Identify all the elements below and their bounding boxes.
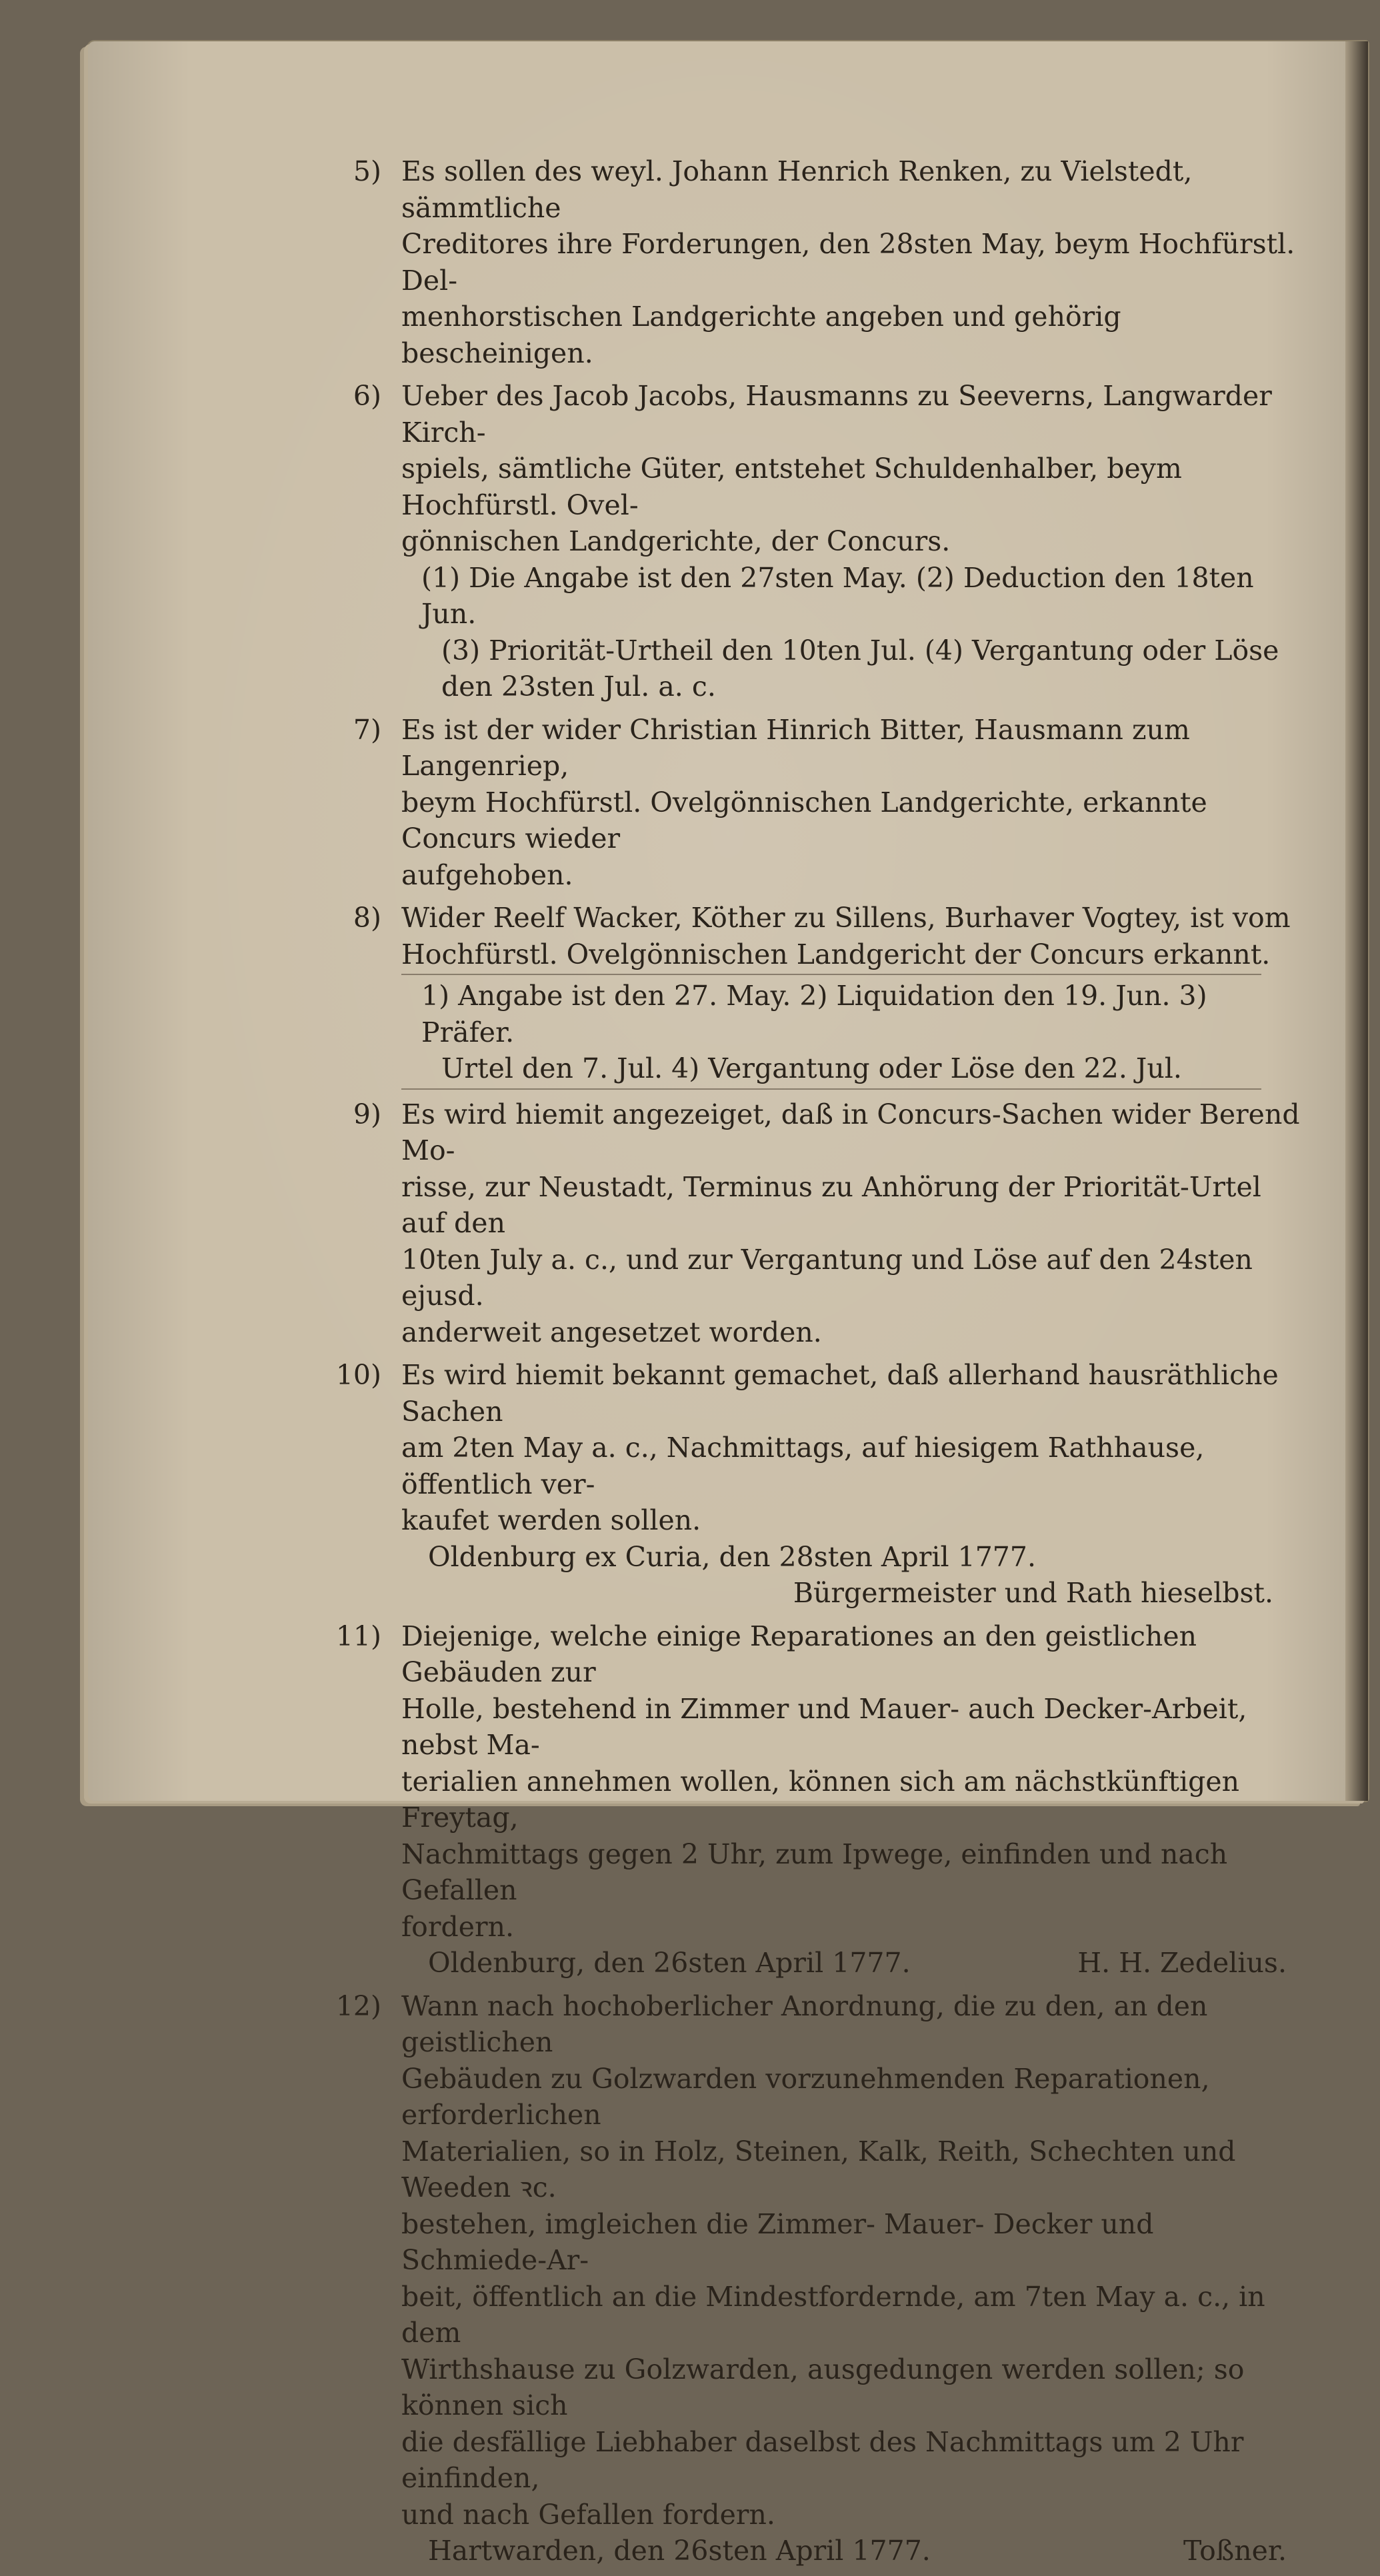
place-date: Oldenburg ex Curia, den 28sten April 1777. [428, 1540, 1037, 1573]
text-line: Ueber des Jacob Jacobs, Hausmanns zu Seeverns, Langwarder Kirch- [401, 380, 1272, 449]
text-line: anderweit angesetzet worden. [401, 1316, 822, 1348]
divider [401, 974, 1261, 975]
text-line: Es wird hiemit angezeiget, daß in Concurs-Sachen wider Berend Mo- [401, 1098, 1300, 1166]
entry-number: 6) [353, 380, 381, 412]
text-line: Es sollen des weyl. Johann Henrich Renken, zu Vielstedt, sämmtliche [401, 155, 1193, 224]
text-line: 10ten July a. c., und zur Vergantung und Löse auf den 24sten ejusd. [401, 1243, 1253, 1312]
date-line: Urtel den 7. Jul. 4) Vergantung oder Löse den 22. Jul. [441, 1052, 1182, 1084]
signature: H. H. Zedelius. [1077, 1947, 1287, 1979]
page-gutter [1345, 41, 1368, 1801]
place-signature-line [401, 1945, 1300, 1981]
text-line: menhorstischen Landgerichte angeben und gehörig bescheinigen. [401, 301, 1121, 369]
text-line: bestehen, imgleichen die Zimmer- Mauer- Decker und Schmiede-Ar- [401, 2207, 1154, 2276]
notice-text [335, 153, 1300, 2576]
entry-number: 10) [335, 1359, 381, 1391]
text-line: Wann nach hochoberlicher Anordnung, die zu den, an den geistlichen [401, 1989, 1208, 2058]
entry-11 [335, 1618, 1300, 1981]
entry-number: 11) [335, 1620, 381, 1652]
text-line: Es ist der wider Christian Hinrich Bitter, Hausmann zum Langenriep, [401, 713, 1190, 782]
entry-number: 8) [353, 902, 381, 934]
entry-10 [335, 1357, 1300, 1612]
text-line: aufgehoben. [401, 858, 573, 891]
entry-12 [335, 1988, 1300, 2569]
text-line: spiels, sämtliche Güter, entstehet Schuldenhalber, beym Hochfürstl. Ovel- [401, 453, 1182, 521]
text-line: terialien annehmen wollen, können sich am nächstkünftigen Freytag, [401, 1765, 1240, 1834]
text-line: Wider Reelf Wacker, Köther zu Sillens, Burhaver Vogtey, ist vom [401, 902, 1291, 934]
entry-9 [353, 1096, 1300, 1351]
entry-8 [353, 900, 1300, 1090]
text-line: Nachmittags gegen 2 Uhr, zum Ipwege, einfinden und nach Gefallen [401, 1838, 1228, 1906]
entry-number: 7) [353, 713, 381, 746]
text-line: risse, zur Neustadt, Terminus zu Anhörung der Priorität-Urtel auf den [401, 1170, 1261, 1239]
text-line: am 2ten May a. c., Nachmittags, auf hiesigem Rathhause, öffentlich ver- [401, 1432, 1205, 1500]
signature: Toßner. [1183, 2535, 1287, 2567]
text-line: und nach Gefallen fordern. [401, 2498, 775, 2531]
place-signature-line [401, 2533, 1300, 2569]
text-line: beym Hochfürstl. Ovelgönnischen Landgerichte, erkannte Concurs wieder [401, 786, 1207, 854]
signature: Bürgermeister und Rath hieselbst. [793, 1577, 1273, 1609]
text-line: beit, öffentlich an die Mindestfordernde, am 7ten May a. c., in dem [401, 2280, 1265, 2349]
entry-number: 5) [353, 155, 381, 187]
text-line: die desfällige Liebhaber daselbst des Nachmittags um 2 Uhr einfinden, [401, 2425, 1244, 2494]
entry-6 [353, 378, 1300, 705]
text-line: Diejenige, welche einige Reparationes an den geistlichen Gebäuden zur [401, 1620, 1197, 1688]
entry-number: 12) [335, 1989, 381, 2022]
date-line: den 23sten Jul. a. c. [441, 670, 716, 702]
text-line: kaufet werden sollen. [401, 1504, 701, 1536]
date-line: (1) Die Angabe ist den 27sten May. (2) Deduction den 18ten Jun. [421, 561, 1254, 630]
text-line: Hochfürstl. Ovelgönnischen Landgericht der Concurs erkannt. [401, 938, 1271, 970]
text-line: Materialien, so in Holz, Steinen, Kalk, Reith, Schechten und Weeden ꝛc. [401, 2135, 1236, 2203]
text-line: Creditores ihre Forderungen, den 28sten May, beym Hochfürstl. Del- [401, 228, 1295, 297]
date-line: (3) Priorität-Urtheil den 10ten Jul. (4) Vergantung oder Löse [441, 634, 1279, 666]
text-line: Holle, bestehend in Zimmer und Mauer- auch Decker-Arbeit, nebst Ma- [401, 1692, 1247, 1761]
entry-5 [353, 153, 1300, 371]
text-line: gönnischen Landgerichte, der Concurs. [401, 525, 951, 557]
text-line: Es wird hiemit bekannt gemachet, daß allerhand hausräthliche Sachen [401, 1359, 1279, 1428]
date-line: 1) Angabe ist den 27. May. 2) Liquidation den 19. Jun. 3) Präfer. [421, 980, 1207, 1048]
text-line: Gebäuden zu Golzwarden vorzunehmenden Reparationen, erforderlichen [401, 2062, 1210, 2131]
text-line: Wirthshause zu Golzwarden, ausgedungen werden sollen; so können sich [401, 2353, 1245, 2421]
place-date: Oldenburg, den 26sten April 1777. [428, 1947, 911, 1979]
entry-number: 9) [353, 1098, 381, 1130]
text-line: fordern. [401, 1910, 515, 1943]
place-date: Hartwarden, den 26sten April 1777. [428, 2535, 931, 2567]
entry-7 [353, 712, 1300, 894]
divider [401, 1088, 1261, 1090]
